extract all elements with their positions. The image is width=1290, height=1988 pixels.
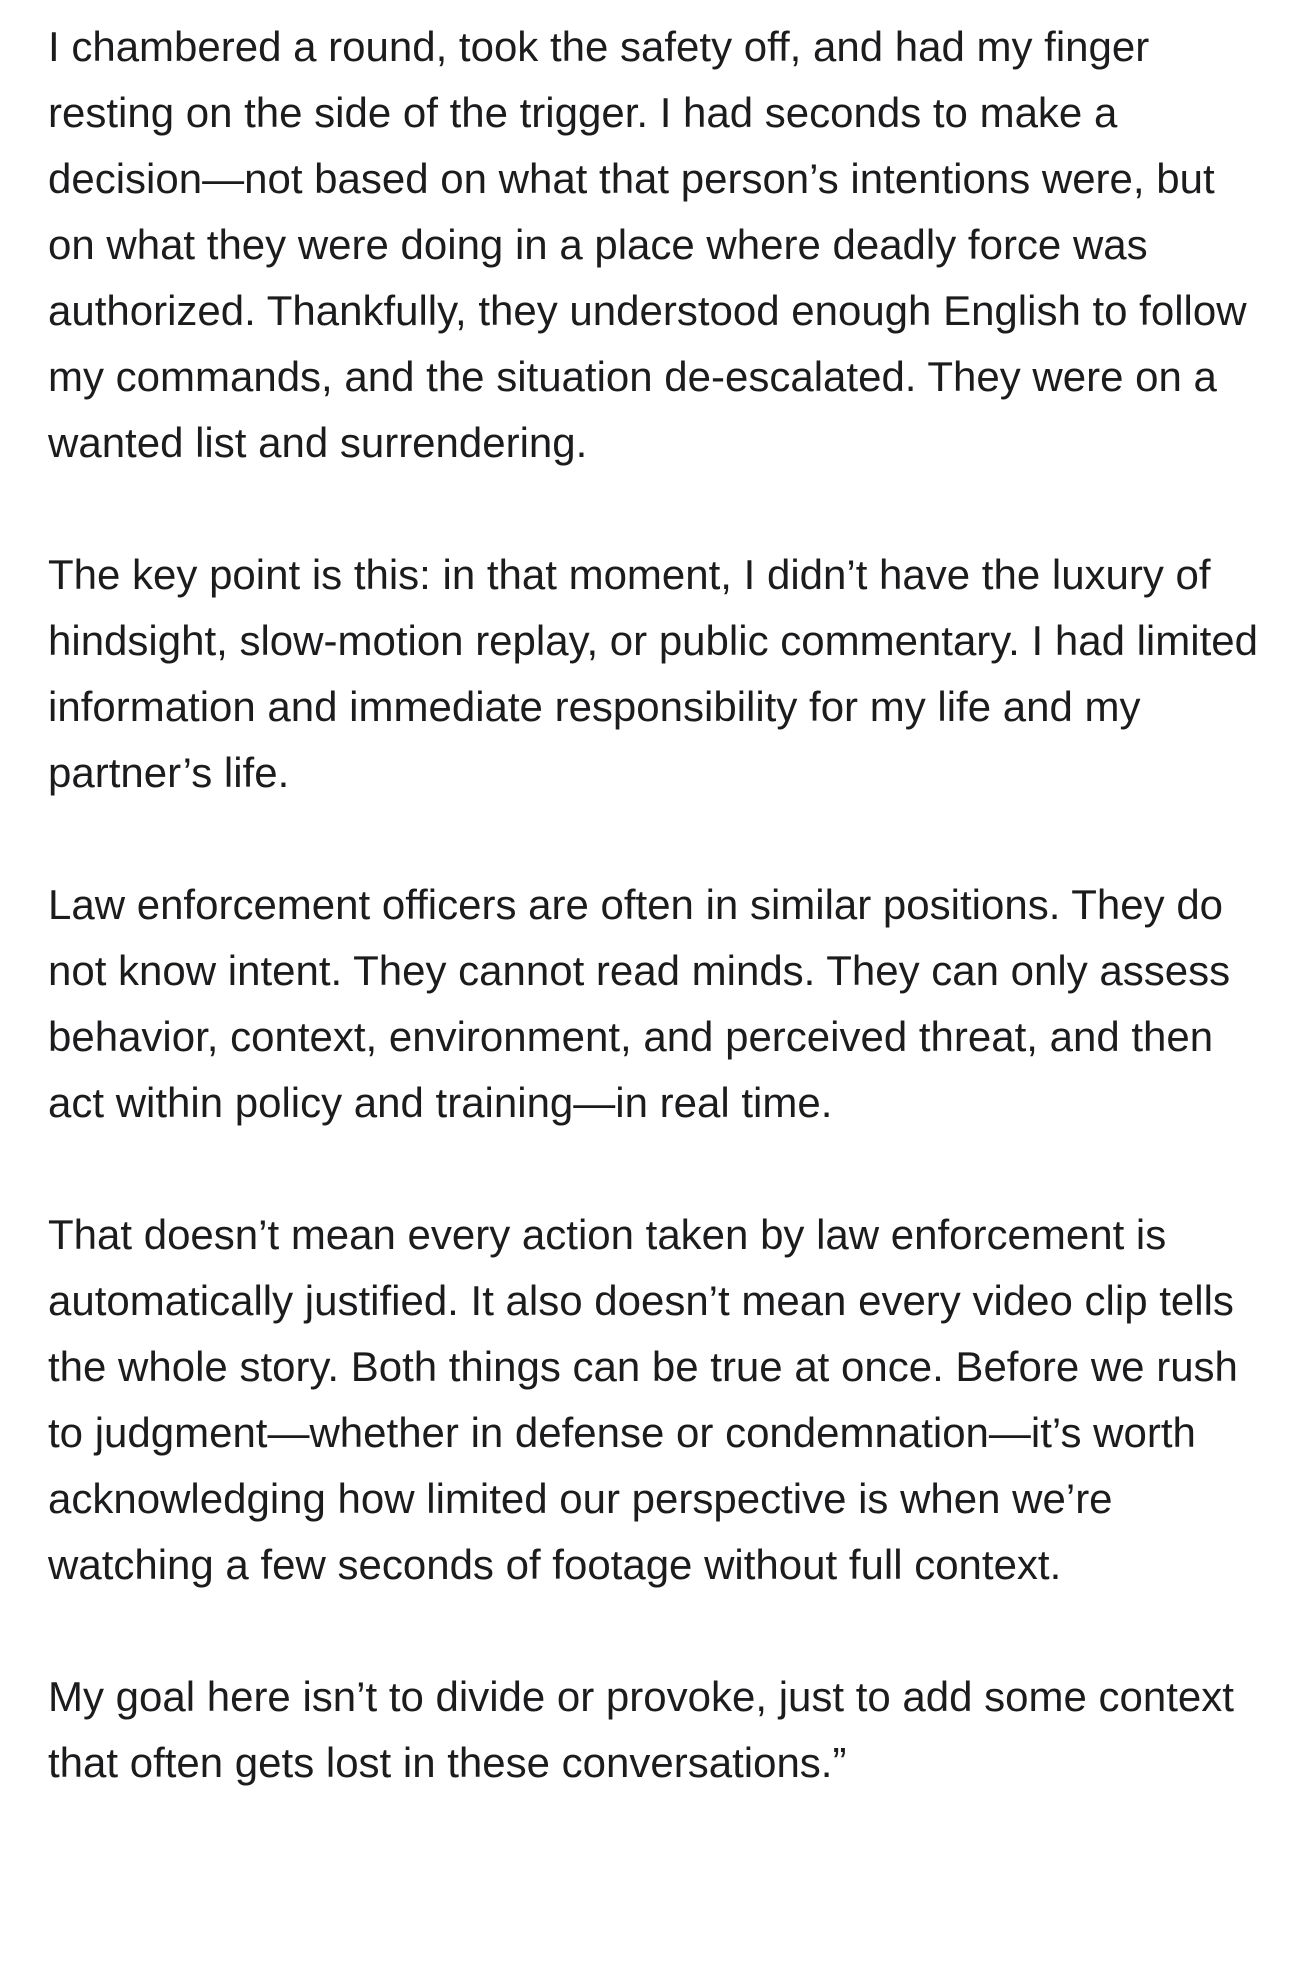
paragraph-goal: My goal here isn’t to divide or provoke, just to add some context that often gets lost in these conversations.”	[48, 1673, 1234, 1786]
paragraph-chambered-round: I chambered a round, took the safety off, and had my finger resting on the side of the trigger. I had seconds to make a decision—not based on what that person’s intentions were, but on what they were doing in a place where deadly force was authorized. Thankfully, they understood enough English to follow my commands, and the situation de-escalated. They were on a wanted list and surrendering.	[48, 23, 1247, 466]
paragraph-not-justified: That doesn’t mean every action taken by law enforcement is automatically justified. It also doesn’t mean every video clip tells the whole story. Both things can be true at once. Before we rush to judgment—whether in defense or condemnation—it’s worth acknowledging how limited our perspective is when we’re watching a few seconds of footage without full context.	[48, 1211, 1238, 1588]
paragraph-key-point: The key point is this: in that moment, I didn’t have the luxury of hindsight, slow-motion replay, or public commentary. I had limited information and immediate responsibility for my life and my partner’s life.	[48, 551, 1258, 796]
paragraph-law-enforcement: Law enforcement officers are often in similar positions. They do not know intent. They cannot read minds. They can only assess behavior, context, environment, and perceived threat, and then act within policy and training—in real time.	[48, 881, 1231, 1126]
bottom-fade	[0, 1968, 1290, 1988]
post-body	[48, 14, 1263, 1796]
